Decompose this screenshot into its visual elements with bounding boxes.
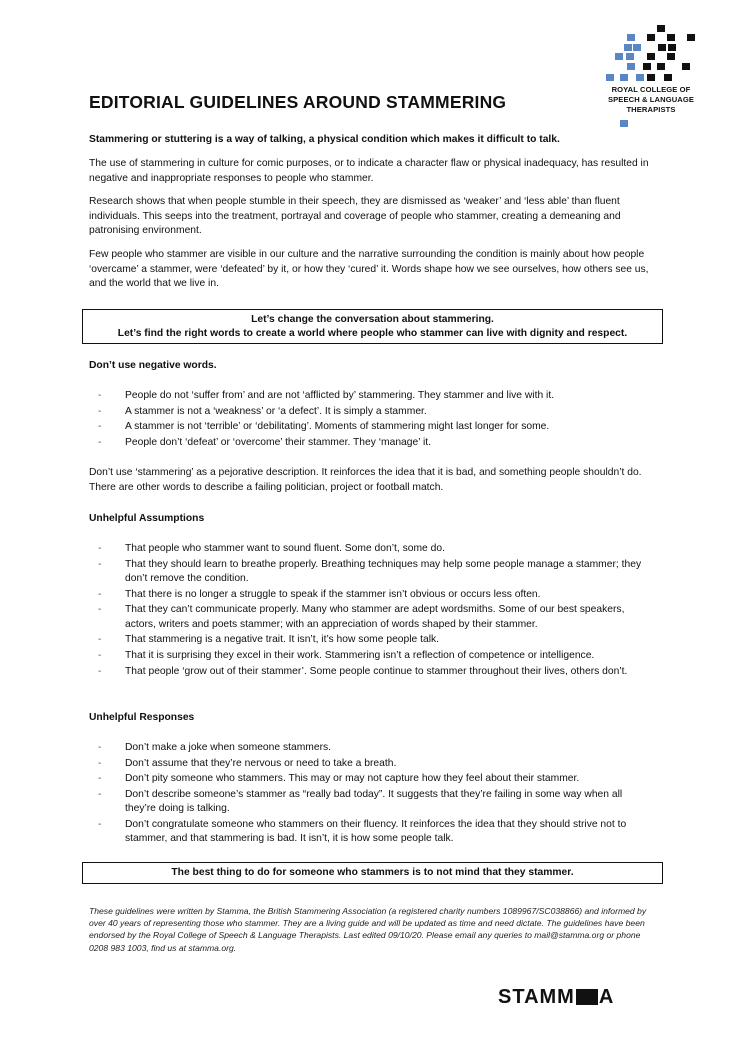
section-heading-negative-words: Don’t use negative words. [89,360,217,371]
intro-paragraph-3: Few people who stammer are visible in our culture and the narrative surrounding the condition is mainly about how people ‘overcame’ a stammer, were ‘defeated’ by it, or how they ‘cured’ it. Words shape how we see ourselves, how others see us, and the world that we live in. [89,249,649,289]
rcslt-line-2: SPEECH & LANGUAGE [607,95,695,104]
rcslt-line-1: ROYAL COLLEGE OF [611,85,691,94]
list-item: - Don’t pity someone who stammers. This may or may not capture how they feel about their stammer. [89,772,649,787]
negative-words-list [89,389,649,451]
callout-line-2: Let’s find the right words to create a world where people who stammer can live with dignity and respect. [117,328,628,339]
list-item: - Don’t describe someone’s stammer as “really bad today”. It suggests that they’re failing in some way when all they’re doing is talking. [89,788,649,817]
list-item: - That they should learn to breathe properly. Breathing techniques may help some people manage a stammer; they don’t remove the condition. [89,558,649,587]
stamma-logo-part-1: STA [498,985,540,1008]
intro-paragraph-2: Research shows that when people stumble in their speech, they are dismissed as ‘weaker’ and ‘less able’ than fluent individuals. This seeps into the treatment, portrayal and coverage of people who stammer, creating a demeaning and patronising environment. [89,196,621,236]
section-heading-responses: Unhelpful Responses [89,712,195,723]
callout-line-1: Let’s change the conversation about stammering. [251,314,494,325]
list-item: - That stammering is a negative trait. It isn’t, it’s how some people talk. [89,633,649,648]
rcslt-logo [596,22,706,130]
list-item: - That people who stammer want to sound fluent. Some don’t, some do. [89,542,649,557]
footer-note: These guidelines were written by Stamma, the British Stammering Association (a registered charity numbers 1089967/SC038866) and informed by over 40 years of representing those who stammer. They are a living guide and will be updated as time and need dictate. The guidelines have been endorsed by the Royal College of Speech & Language Therapists. Last edited 09/10/20. Please email any queries to mail@stamma.org or phone 0208 983 1003, find us at stamma.org. [89,906,647,953]
pejorative-note: Don’t use ‘stammering’ as a pejorative description. It reinforces the idea that it is bad, and something people shouldn’t do. There are other words to describe a failing politician, project or football match. [89,467,642,493]
list-item: - That they can’t communicate properly. Many who stammer are adept wordsmiths. Some of our best speakers, actors, writers and poets stammer; with an appreciation of words shaped by their stammer. [89,603,649,632]
stamma-logo [498,986,614,1008]
stamma-logo-part-3: A [598,985,615,1008]
section-heading-assumptions: Unhelpful Assumptions [89,513,205,524]
page-title: EDITORIAL GUIDELINES AROUND STAMMERING [89,92,507,112]
list-item: - Don’t assume that they’re nervous or need to take a breath. [89,757,649,772]
rcslt-line-3: THERAPISTS [626,105,676,114]
list-item: - That there is no longer a struggle to speak if the stammer isn’t obvious or occurs less often. [89,588,649,603]
callout-box-best-thing: The best thing to do for someone who stammers is to not mind that they stammer. [82,862,663,884]
list-item: - That it is surprising they excel in their work. Stammering isn’t a reflection of competence or intelligence. [89,649,649,664]
stamma-logo-bar [576,989,598,1005]
stamma-logo-part-2: MM [539,985,575,1008]
responses-list [89,741,649,848]
rcslt-logo-text [596,85,706,115]
list-item: - That people ‘grow out of their stammer’. Some people continue to stammer throughout their lives, others don’t. [89,665,649,680]
list-item: - A stammer is not a ‘weakness’ or ‘a defect’. It is simply a stammer. [89,405,649,420]
list-item: - Don’t congratulate someone who stammers on their fluency. It reinforces the idea that they should strive not to stammer, and that stammering is bad. It isn’t, it is how some people talk. [89,818,649,847]
assumptions-list [89,542,649,680]
list-item: - Don’t make a joke when someone stammers. [89,741,649,756]
intro-paragraph-1: The use of stammering in culture for comic purposes, or to indicate a character flaw or physical inadequacy, has resulted in negative and inappropriate responses to people who stammer. [89,158,649,184]
list-item: - People don’t ‘defeat’ or ‘overcome’ their stammer. They ‘manage’ it. [89,436,649,451]
callout-box-change [82,309,663,344]
list-item: - A stammer is not ‘terrible’ or ‘debilitating’. Moments of stammering might last longer for some. [89,420,649,435]
lead-statement: Stammering or stuttering is a way of talking, a physical condition which makes it difficult to talk. [89,134,560,145]
list-item: - People do not ‘suffer from’ and are not ‘afflicted by’ stammering. They stammer and live with it. [89,389,649,404]
